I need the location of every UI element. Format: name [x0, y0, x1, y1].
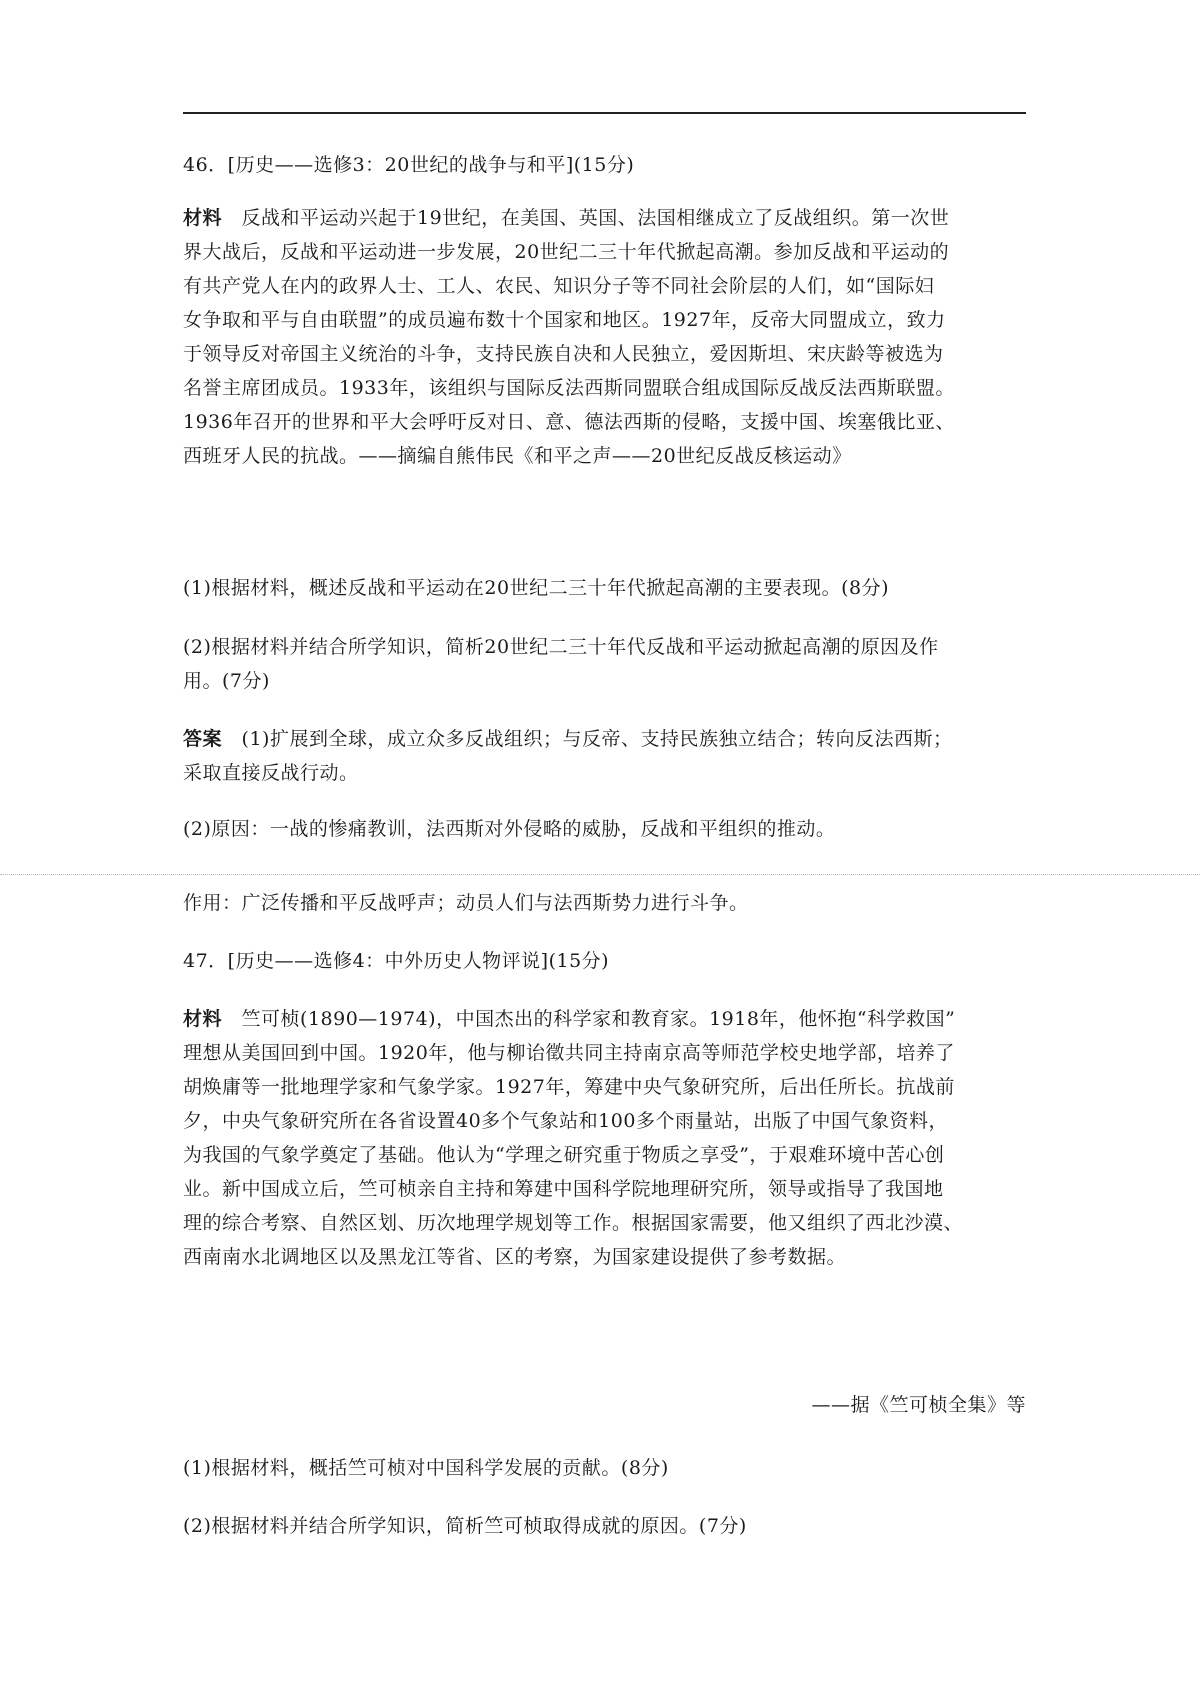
material-line: 女争取和平与自由联盟”的成员遍布数十个国家和地区。1927年，反帝大同盟成立，致力 — [183, 309, 946, 331]
material-line: 于领导反对帝国主义统治的斗争，支持民族自决和人民独立，爱因斯坦、宋庆龄等被选为 — [183, 343, 944, 365]
material-line: 理的综合考察、自然区划、历次地理学规划等工作。根据国家需要，他又组织了西北沙漠、 — [183, 1212, 964, 1234]
q46-heading: 46．[历史——选修3：20世纪的战争与和平](15分) — [183, 154, 635, 176]
q46-material — [183, 201, 1026, 473]
material-line: 业。新中国成立后，竺可桢亲自主持和筹建中国科学院地理研究所，领导或指导了我国地 — [183, 1178, 944, 1200]
q46-answer-3: 作用：广泛传播和平反战呼声；动员人们与法西斯势力进行斗争。 — [183, 892, 749, 914]
q46-answer-2: (2)原因：一战的惨痛教训，法西斯对外侵略的威胁，反战和平组织的推动。 — [183, 818, 836, 840]
q47-source: ——据《竺可桢全集》等 — [811, 1394, 1026, 1416]
material-line: 胡焕庸等一批地理学家和气象学家。1927年，筹建中央气象研究所，后出任所长。抗战前 — [183, 1076, 955, 1098]
material-line: 名誉主席团成员。1933年，该组织与国际反法西斯同盟联合组成国际反战反法西斯联盟。 — [183, 377, 955, 399]
material-line: 为我国的气象学奠定了基础。他认为“学理之研究重于物质之享受”，于艰难环境中苦心创 — [183, 1144, 945, 1166]
q47-material — [183, 1002, 1026, 1274]
q46-question-2 — [183, 630, 1026, 698]
material-line: 材料 反战和平运动兴起于19世纪，在美国、英国、法国相继成立了反战组织。第一次世 — [183, 207, 950, 229]
material-line: 1936年召开的世界和平大会呼吁反对日、意、德法西斯的侵略，支援中国、埃塞俄比亚、 — [183, 411, 955, 433]
material-line: 界大战后，反战和平运动进一步发展，20世纪二三十年代掀起高潮。参加反战和平运动的 — [183, 241, 950, 263]
q47-question-1: (1)根据材料，概括竺可桢对中国科学发展的贡献。(8分) — [183, 1457, 669, 1479]
answer-line: 采取直接反战行动。 — [183, 762, 359, 784]
material-line: 有共产党人在内的政界人士、工人、农民、知识分子等不同社会阶层的人们，如“国际妇 — [183, 275, 935, 297]
question-line: 用。(7分) — [183, 670, 270, 692]
q47-question-2: (2)根据材料并结合所学知识，简析竺可桢取得成就的原因。(7分) — [183, 1515, 747, 1537]
q46-question-1: (1)根据材料，概述反战和平运动在20世纪二三十年代掀起高潮的主要表现。(8分) — [183, 577, 890, 599]
material-label: 材料 — [183, 207, 223, 229]
q47-heading: 47．[历史——选修4：中外历史人物评说](15分) — [183, 950, 610, 972]
answer-line: 答案 (1)扩展到全球，成立众多反战组织；与反帝、支持民族独立结合；转向反法西斯； — [183, 728, 953, 750]
material-line: 材料 竺可桢(1890—1974)，中国杰出的科学家和教育家。1918年，他怀抱“科学救国” — [183, 1008, 956, 1030]
answer-label: 答案 — [183, 728, 223, 750]
material-line: 西南南水北调地区以及黑龙江等省、区的考察，为国家建设提供了参考数据。 — [183, 1246, 847, 1268]
top-rule — [183, 112, 1026, 114]
page-divider — [0, 874, 1200, 875]
material-line: 理想从美国回到中国。1920年，他与柳诒徵共同主持南京高等师范学校史地学部，培养了 — [183, 1042, 955, 1064]
material-label: 材料 — [183, 1008, 223, 1030]
question-line: (2)根据材料并结合所学知识，简析20世纪二三十年代反战和平运动掀起高潮的原因及作 — [183, 636, 939, 658]
q46-answer-1 — [183, 722, 1026, 790]
material-line: 夕，中央气象研究所在各省设置40多个气象站和100多个雨量站，出版了中国气象资料， — [183, 1110, 948, 1132]
material-line: 西班牙人民的抗战。——摘编自熊伟民《和平之声——20世纪反战反核运动》 — [183, 445, 852, 467]
